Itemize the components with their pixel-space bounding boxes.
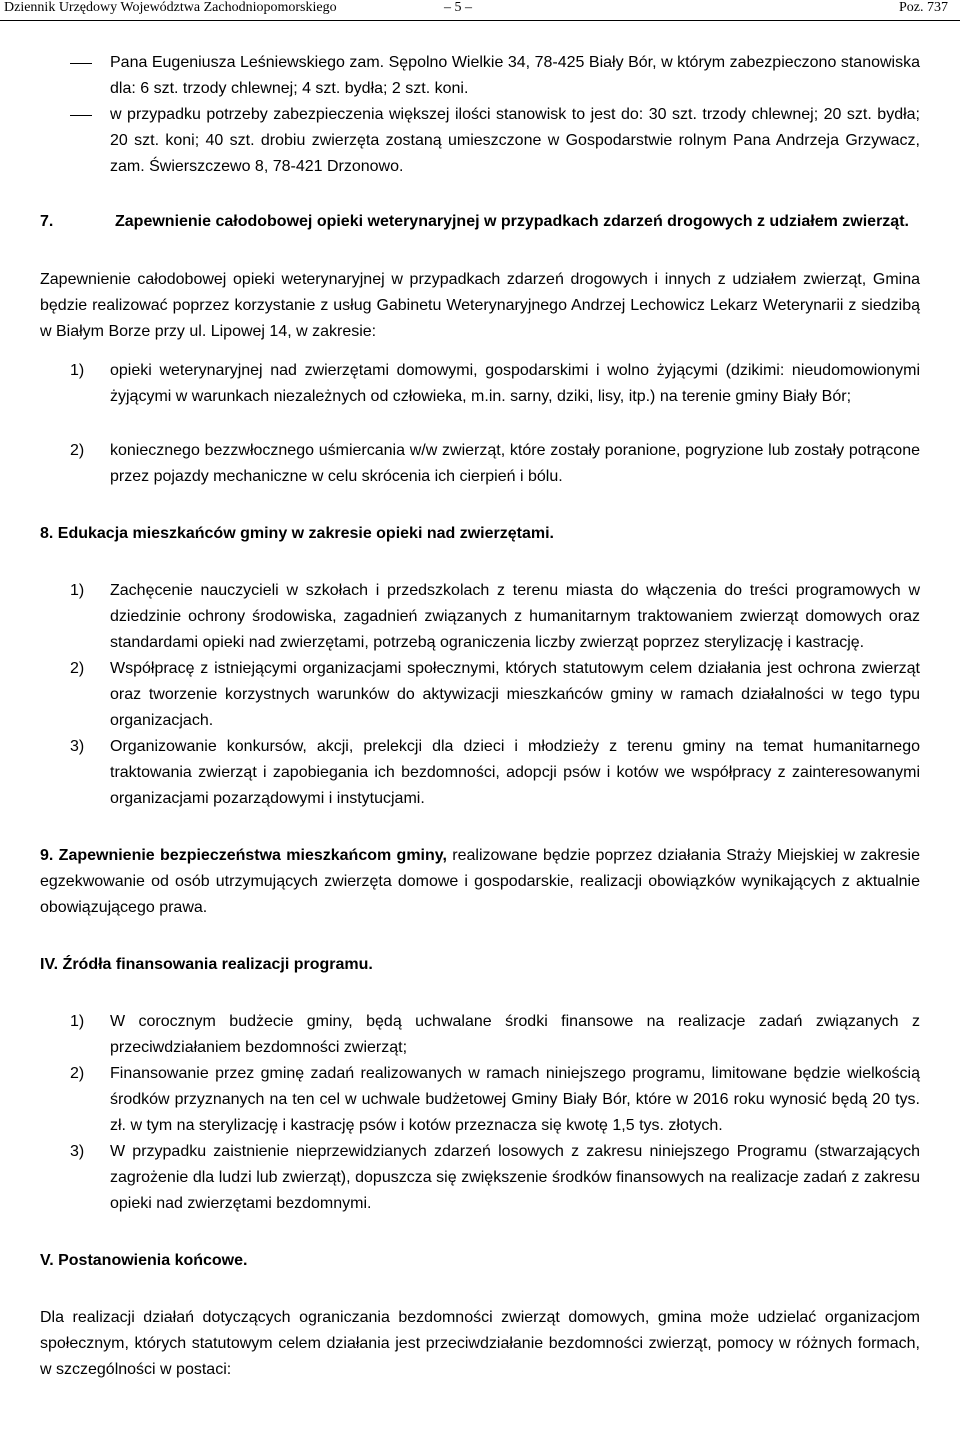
item-number: 1)	[70, 1013, 85, 1030]
item-text: Współpracę z istniejącymi organizacjami społecznymi, których statutowym celem działania jest ochrona zwierząt oraz tworzenie korzystnych warunków do aktywizacji mieszkańców gminy w ramach działalności w tego typu organizacjach.	[110, 660, 920, 729]
section-9-paragraph	[40, 843, 920, 921]
section-7-heading	[40, 209, 920, 235]
section-8-heading: 8. Edukacja mieszkańców gminy w zakresie opieki nad zwierzętami.	[40, 525, 554, 542]
section-8-item-2	[40, 656, 920, 734]
page-number: – 5 –	[444, 0, 472, 15]
item-number: 2)	[70, 442, 85, 459]
section-8-item-1	[40, 578, 920, 656]
section-iv-item-1	[40, 1009, 920, 1061]
header-rule	[0, 20, 960, 21]
item-text: W przypadku zaistnienie nieprzewidzianych zdarzeń losowych z zakresu niniejszego Programu (stwarzających zagrożenie dla ludzi lub zwierząt), dopuszcza się zwiększenie środków finansowych na realizacje zadań z zakresu opieki nad zwierzętami bezdomnymi.	[110, 1143, 920, 1212]
section-7-paragraph: Zapewnienie całodobowej opieki weterynaryjnej w przypadkach zdarzeń drogowych i innych z udziałem zwierząt, Gmina będzie realizować poprzez korzystanie z usług Gabinetu Weterynaryjnego Andrzej Lechowicz Lekarz Weterynarii z siedzibą w Białym Borze przy ul. Lipowej 14, w zakresie:	[40, 271, 920, 340]
item-number: 3)	[70, 738, 85, 755]
section-iv-item-3	[40, 1139, 920, 1217]
item-number: 2)	[70, 660, 85, 677]
section-8-item-3	[40, 734, 920, 812]
position-number: Poz. 737	[899, 0, 948, 15]
dash-item-1: Pana Eugeniusza Leśniewskiego zam. Sępolno Wielkie 34, 78-425 Biały Bór, w którym zabezpieczono stanowiska dla: 6 szt. trzody chlewnej; 4 szt. bydła; 2 szt. koni.	[40, 50, 920, 102]
section-v-paragraph: Dla realizacji działań dotyczących ograniczania bezdomności zwierząt domowych, gmina może udzielać organizacjom społecznym, których statutowym celem działania jest przeciwdziałanie bezdomności zwierząt, pomocy w różnych formach, w szczególności w postaci:	[40, 1309, 920, 1378]
item-number: 1)	[70, 582, 85, 599]
section-9-text: realizowane będzie poprzez działania Straży Miejskiej w zakresie egzekwowanie od osób utrzymujących zwierzęta domowe i gospodarskie, realizacji obowiązków wynikających z aktualnie obowiązującego prawa.	[40, 847, 921, 916]
item-text: opieki weterynaryjnej nad zwierzętami domowymi, gospodarskimi i wolno żyjącymi (dzikimi: nieudomowionymi żyjącymi w warunkach niezależnych od człowieka, m.in. sarny, dziki, lisy, itp.) na terenie gminy Biały Bór;	[110, 362, 920, 405]
item-number: 1)	[70, 362, 85, 379]
document-body	[40, 50, 920, 1383]
section-v-heading: V. Postanowienia końcowe.	[40, 1252, 248, 1269]
journal-title: Dziennik Urzędowy Województwa Zachodniopomorskiego	[4, 0, 337, 15]
section-9-title: 9. Zapewnienie bezpieczeństwa mieszkańcom gminy,	[40, 847, 447, 864]
section-7-item-1	[40, 358, 920, 410]
item-text: koniecznego bezzwłocznego uśmiercania w/w zwierząt, które zostały poranione, pogryzione lub zostały potrącone przez pojazdy mechaniczne w celu skrócenia ich cierpień i bólu.	[110, 442, 920, 485]
page-header	[0, 0, 960, 22]
section-iv-heading: IV. Źródła finansowania realizacji programu.	[40, 956, 373, 973]
section-7-number: 7.	[40, 213, 54, 230]
section-7-item-2	[40, 438, 920, 490]
item-number: 2)	[70, 1065, 85, 1082]
item-text: Finansowanie przez gminę zadań realizowanych w ramach niniejszego programu, limitowane będzie wielkością środków przyznanych na ten cel w uchwale budżetowej Gminy Biały Bór, które w 2016 roku wynosić będą 20 tys. zł. w tym na sterylizację i kastrację psów i kotów przeznacza się kwotę 1,5 tys. złotych.	[110, 1065, 920, 1134]
item-text: Organizowanie konkursów, akcji, prelekcji dla dzieci i młodzieży z terenu gminy na temat humanitarnego traktowania zwierząt i zapobiegania ich bezdomności, adopcji psów i kotów we współpracy z zainteresowanymi organizacjami pozarządowymi i instytucjami.	[110, 738, 920, 807]
section-iv-item-2	[40, 1061, 920, 1139]
dash-item-2: w przypadku potrzeby zabezpieczenia większej ilości stanowisk to jest do: 30 szt. trzody chlewnej; 20 szt. bydła; 20 szt. koni; 40 szt. drobiu zwierzęta zostaną umieszczone w Gospodarstwie rolnym Pana Andrzeja Grzywacz, zam. Świerszczewo 8, 78-421 Drzonowo.	[40, 102, 920, 180]
item-text: W corocznym budżecie gminy, będą uchwalane środki finansowe na realizacje zadań związanych z przeciwdziałaniem bezdomności zwierząt;	[110, 1013, 920, 1056]
item-text: Zachęcenie nauczycieli w szkołach i przedszkolach z terenu miasta do włączenia do treści programowych w dziedzinie ochrony środowiska, zagadnień związanych z humanitarnym traktowaniem zwierząt domowych oraz standardami opieki nad zwierzętami, potrzebą ograniczenia liczby zwierząt poprzez sterylizację i kastrację.	[110, 582, 920, 651]
section-7-title: Zapewnienie całodobowej opieki weterynaryjnej w przypadkach zdarzeń drogowych z udziałem zwierząt.	[115, 213, 909, 230]
item-number: 3)	[70, 1143, 85, 1160]
